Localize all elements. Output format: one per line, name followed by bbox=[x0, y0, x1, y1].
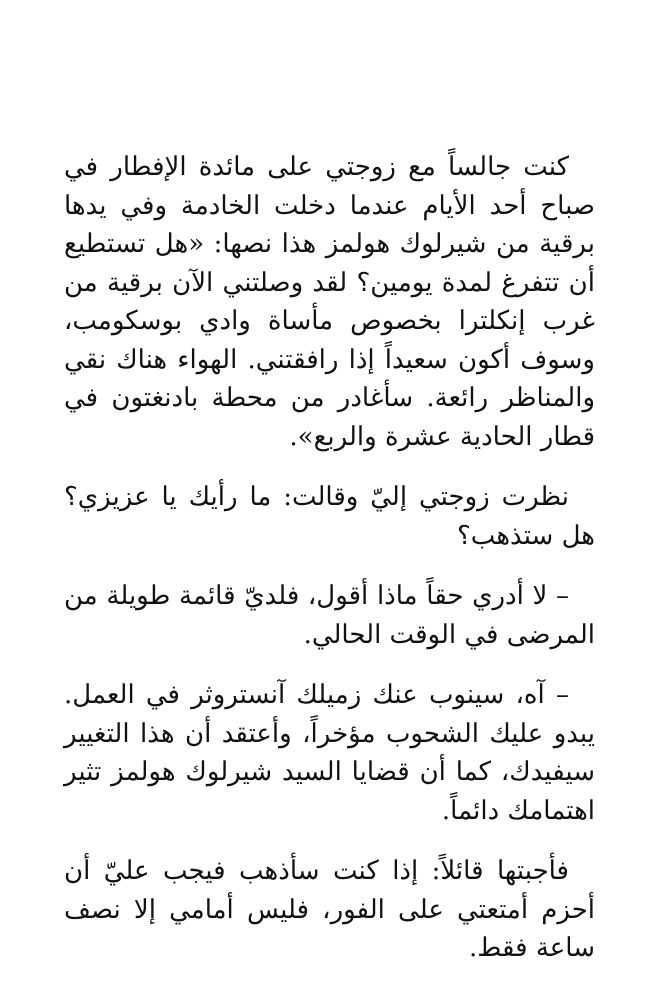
body-text bbox=[64, 148, 595, 968]
paragraph-final-answer: فأجبتها قائلاً: إذا كنت سأذهب فيجب عليّ أن أحزم أمتعتي على الفور، فليس أمامي إلا نصف ساعة فقط. bbox=[64, 856, 595, 963]
paragraph-wife-question: نظرت زوجتي إليّ وقالت: ما رأيك يا عزيزي؟ هل ستذهب؟ bbox=[64, 482, 595, 551]
paragraph-doctor-reply: – لا أدري حقاً ماذا أقول، فلديّ قائمة طويلة من المرضى في الوقت الحالي. bbox=[64, 581, 595, 650]
paragraph-telegram: كنت جالساً مع زوجتي على مائدة الإفطار في صباح أحد الأيام عندما دخلت الخادمة وفي يدها برقية من شيرلوك هولمز هذا نصها: «هل تستطيع أن تتفرغ لمدة يومين؟ لقد وصلتني الآن برقية من غرب إنكلترا بخصوص مأساة وادي بوسكومب، وسوف أكون سعيداً إذا رافقتني. الهواء هناك نقي والمناظر رائعة. سأغادر من محطة بادنغتون في قطار الحادية عشرة والربع». bbox=[64, 152, 595, 452]
paragraph-wife-advice: – آه، سينوب عنك زميلك آنستروثر في العمل. يبدو عليك الشحوب مؤخراً، وأعتقد أن هذا التغيير سيفيدك، كما أن قضايا السيد شيرلوك هولمز تثير اهتمامك دائماً. bbox=[64, 680, 595, 826]
